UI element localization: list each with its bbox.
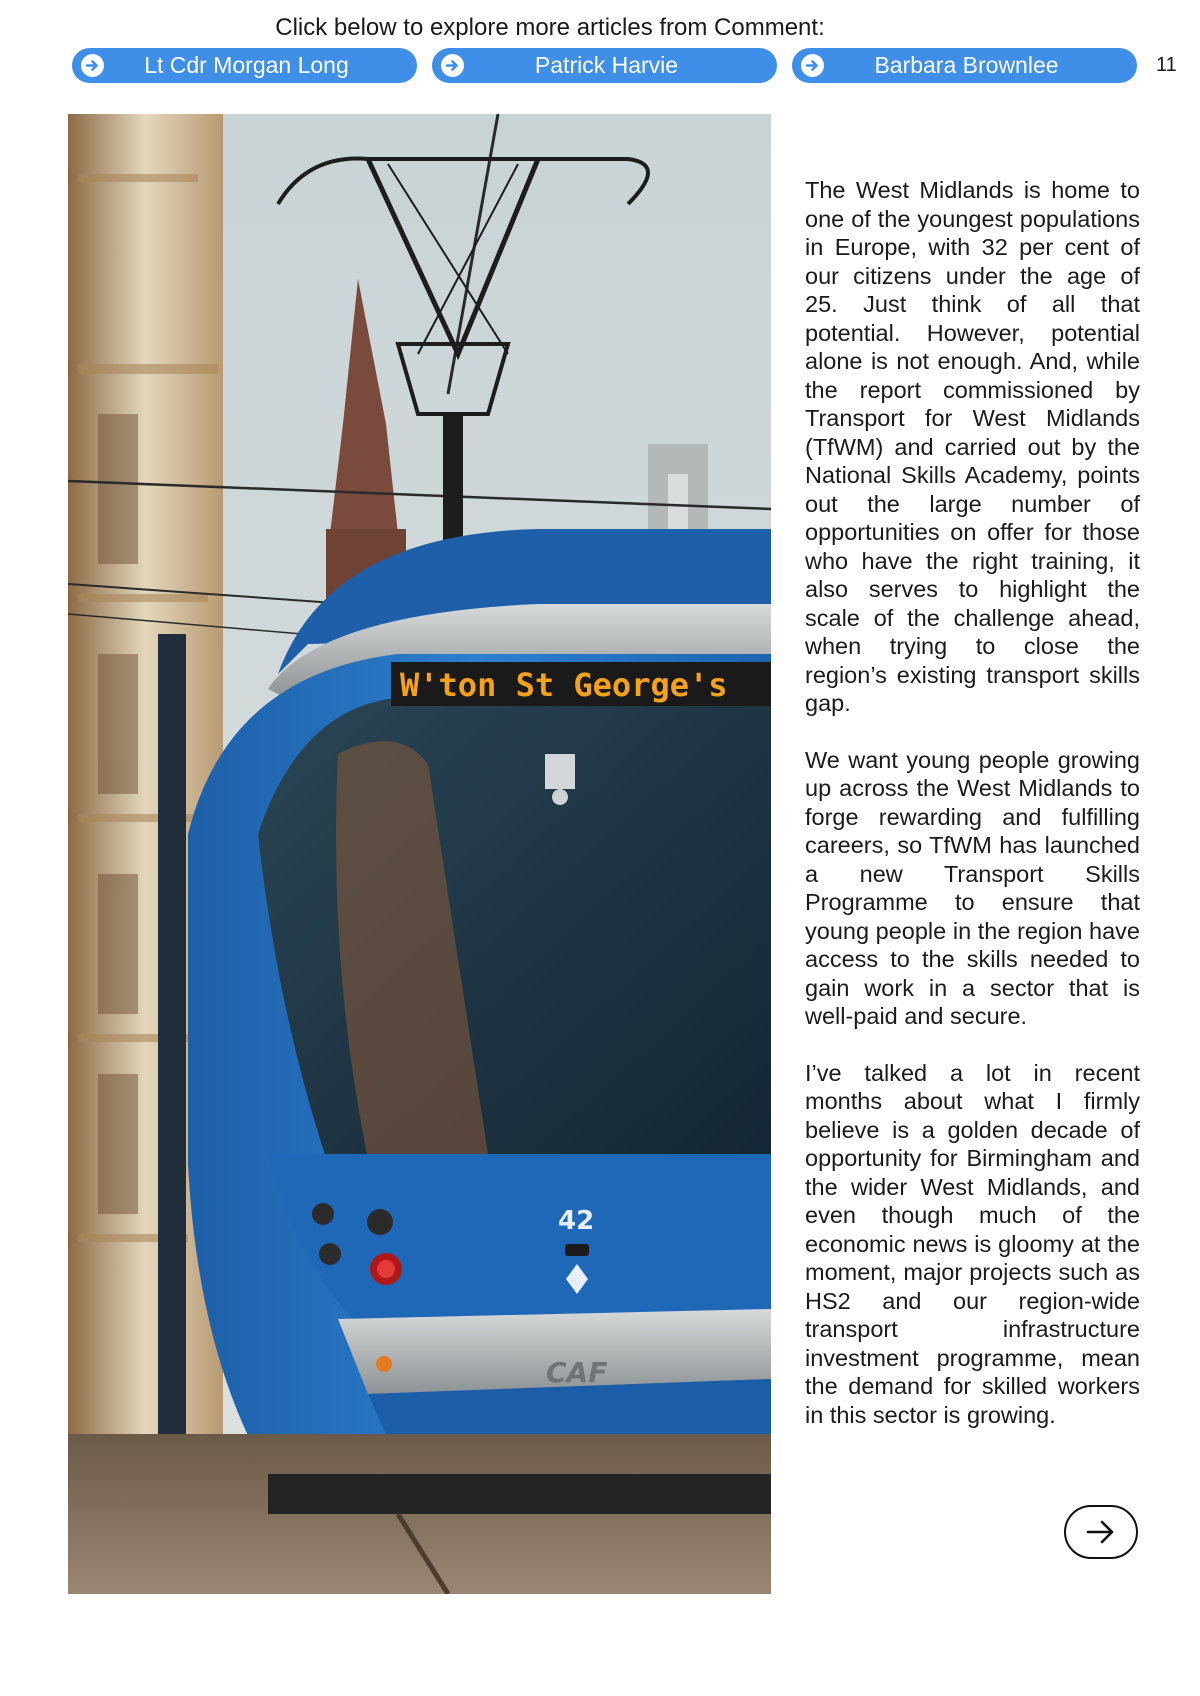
arrow-right-icon: [1085, 1518, 1117, 1546]
article-link-label: Barbara Brownlee: [874, 52, 1059, 78]
next-page-button[interactable]: [1064, 1505, 1138, 1559]
article-paragraph: The West Midlands is home to one of the youngest populations in Europe, with 32 per cent of our citizens under the age of 25. Just think of all that potential. However, potential alone is not enough. And, while the report commissioned by Transport for West Midlands (TfWM) and carried out by the National Skills Academy, points out the large number of opportunities on offer for those who have the right training, it also serves to highlight the scale of the challenge ahead, when trying to close the region’s existing transport skills gap.: [805, 177, 1140, 716]
manufacturer-logo: CAF: [546, 1356, 608, 1389]
nav-caption: [0, 14, 1200, 42]
arrow-circle-icon: [441, 54, 464, 77]
article-body: [805, 176, 1140, 1457]
article-link-morgan-long[interactable]: [72, 48, 417, 83]
destination-display: W'ton St George's: [400, 666, 728, 704]
arrow-circle-icon: [801, 54, 824, 77]
arrow-circle-icon: [81, 54, 104, 77]
article-link-label: Patrick Harvie: [534, 52, 679, 78]
page-number: 11: [1156, 54, 1177, 76]
tram-photo: [68, 114, 771, 1594]
article-link-label: Lt Cdr Morgan Long: [144, 52, 349, 78]
nav-caption-text: Click below to explore more articles from Comment:: [275, 14, 825, 41]
article-link-barbara-brownlee[interactable]: [792, 48, 1137, 83]
article-paragraph: I’ve talked a lot in recent months about what I firmly believe is a golden decade of opportunity for Birmingham and the wider West Midlands, and even though much of the economic news is gloomy at the moment, major projects such as HS2 and our region-wide transport infrastructure investment programme, mean the demand for skilled workers in this sector is growing.: [805, 1059, 1140, 1428]
article-paragraph: We want young people growing up across the West Midlands to forge rewarding and fulfilling careers, so TfWM has launched a new Transport Skills Programme to ensure that young people in the region have access to the skills needed to gain work in a sector that is well-paid and secure.: [805, 746, 1140, 1029]
article-link-patrick-harvie[interactable]: [432, 48, 777, 83]
fleet-number: 42: [558, 1206, 595, 1236]
